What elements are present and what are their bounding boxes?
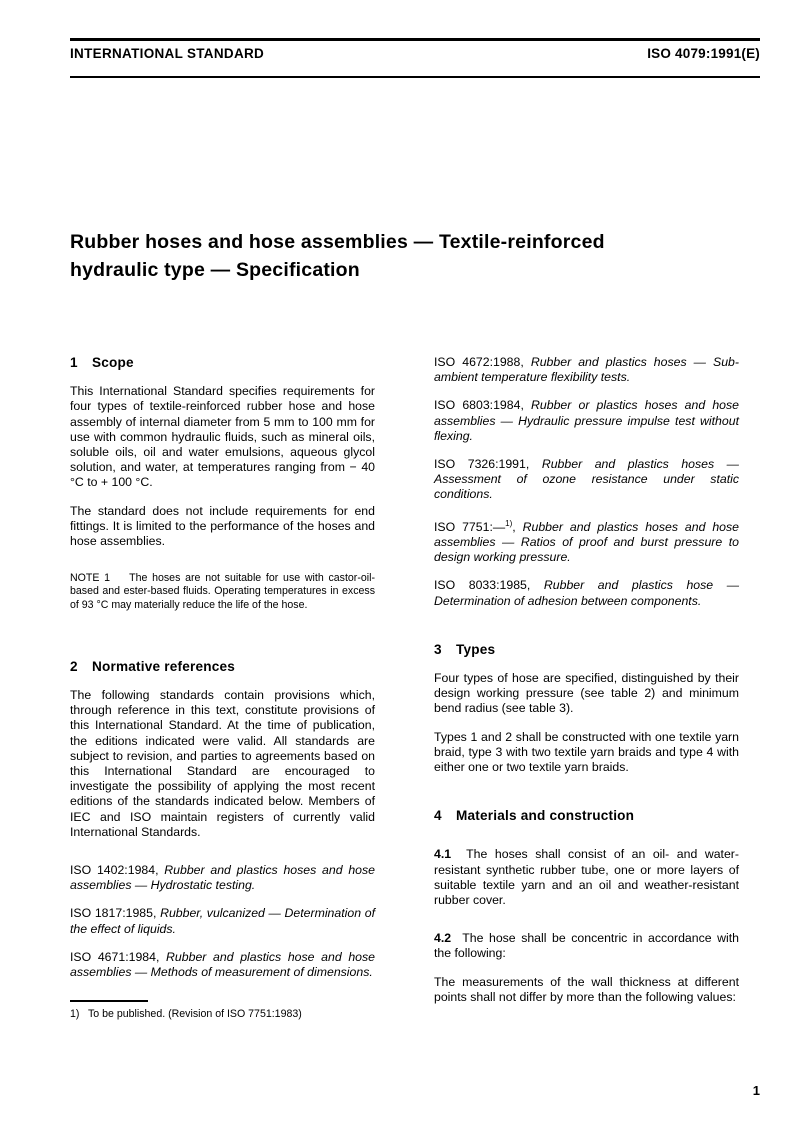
reference-title: Rubber, vulcanized — Determination of the effect of liquids. xyxy=(70,906,375,936)
left-column xyxy=(70,355,375,993)
reference-title: Rubber and plastics hose — Determination of adhesion between components. xyxy=(434,578,739,608)
spacer xyxy=(434,837,739,847)
reference-id: ISO 7326:1991, xyxy=(434,457,530,472)
reference-id: ISO 6803:1984, xyxy=(434,398,524,413)
note-text: The hoses are not suitable for use with castor-oil-based and ester-based fluids. Operating temperatures in excess of 93 °C may materially reduce the life of the hose. xyxy=(70,572,375,611)
section-heading-normative-references xyxy=(70,659,375,674)
note-label: NOTE 1 xyxy=(70,572,111,585)
section-number-1: 1 xyxy=(70,355,78,370)
reference-id: ISO 7751:— xyxy=(434,519,506,534)
reference-entry xyxy=(70,950,375,980)
reference-entry xyxy=(434,457,739,503)
section-heading-types xyxy=(434,642,739,657)
section-number-4: 4 xyxy=(434,808,442,824)
footnote-separator xyxy=(70,1000,148,1002)
spacer xyxy=(434,622,739,642)
normative-paragraph-1: The following standards contain provisions which, through reference in this text, constitute provisions of this International Standard. At the time of publication, the editions indicated were valid. All standards are subject to revision, and parties to agreements based on this International Standard are encouraged to investigate the possibility of applying the most recent editions of the standards indicated below. Members of IEC and ISO maintain registers of currently valid International Standards. xyxy=(70,688,375,839)
reference-entry xyxy=(434,398,739,444)
spacer xyxy=(70,853,375,863)
clause-4-1 xyxy=(434,847,739,908)
section-title-scope: Scope xyxy=(92,355,134,370)
clause-4-2 xyxy=(434,931,739,961)
reference-id: ISO 1817:1985, xyxy=(70,906,157,921)
spacer xyxy=(70,625,375,659)
materials-paragraph-3: The measurements of the wall thickness at different points shall not differ by more than the following values: xyxy=(434,974,739,1004)
section-title-materials-and-construction: Materials and construction xyxy=(456,808,635,824)
spacer xyxy=(434,788,739,808)
reference-title: Rubber and plastics hoses and hose assemblies — Ratios of proof and burst pressure to design working pressure. xyxy=(434,519,739,565)
reference-entry xyxy=(70,906,375,936)
footnote-marker: 1) xyxy=(505,518,513,528)
section-heading-materials-and-construction xyxy=(434,808,739,823)
scope-note-1 xyxy=(70,572,375,612)
reference-entry xyxy=(434,578,739,608)
page-number: 1 xyxy=(752,1083,760,1098)
reference-title: Rubber and plastics hoses — Sub-ambient temperature flexibility tests. xyxy=(434,355,739,385)
section-heading-scope xyxy=(70,355,375,370)
page-title-line-2: hydraulic type — Specification xyxy=(70,259,360,281)
section-number-2: 2 xyxy=(70,658,78,674)
header-rule-bottom xyxy=(70,76,760,78)
reference-entry xyxy=(70,863,375,893)
types-paragraph-1: Four types of hose are specified, distinguished by their design working pressure (see table 2) and minimum bend radius (see table 3). xyxy=(434,670,739,716)
clause-number-4-2: 4.2 xyxy=(434,931,452,946)
reference-id: ISO 8033:1985, xyxy=(434,578,531,593)
reference-id: ISO 4672:1988, xyxy=(434,355,524,369)
reference-title: Rubber and plastics hose and hose assemblies — Methods of measurement of dimensions. xyxy=(70,949,375,980)
footnote-text: To be published. (Revision of ISO 7751:1983) xyxy=(88,1008,302,1020)
clause-number-4-1: 4.1 xyxy=(434,847,452,862)
clause-4-1-text: The hoses shall consist of an oil- and water-resistant synthetic rubber tube, one or more layers of suitable textile yarn and an oil and weather-resistant rubber cover. xyxy=(434,847,739,907)
header-international-standard-label: INTERNATIONAL STANDARD xyxy=(70,46,265,61)
clause-4-2-text: The hose shall be concentric in accordance with the following: xyxy=(434,931,740,961)
reference-title: Rubber and plastics hoses — Assessment of ozone resistance under static conditions. xyxy=(434,457,739,502)
section-number-3: 3 xyxy=(434,641,442,657)
header-rule-top xyxy=(70,38,760,41)
scope-paragraph-1: This International Standard specifies requirements for four types of textile-reinforced rubber hose and hose assembly of internal diameter from 5 mm to 100 mm for use with common hydraulic fluids, such as mineral oils, soluble oils, oil and water emulsions, aqueous glycol solution, and water, at temperatures ranging from − 40 °C to + 100 °C. xyxy=(70,384,375,490)
reference-id: ISO 1402:1984, xyxy=(70,863,159,878)
scope-paragraph-2: The standard does not include requirements for end fittings. It is limited to the performance of the hoses and hose assemblies. xyxy=(70,503,375,549)
reference-id: ISO 4671:1984, xyxy=(70,949,160,964)
right-column xyxy=(434,355,739,1005)
section-title-normative-references: Normative references xyxy=(92,658,236,674)
footnote-number: 1) xyxy=(70,1008,80,1020)
reference-title: Rubber or plastics hoses and hose assemblies — Hydraulic pressure impulse test without flexing. xyxy=(434,398,739,443)
header-standard-number: ISO 4079:1991(E) xyxy=(647,46,760,61)
page-title xyxy=(70,228,670,284)
page-title-line-1: Rubber hoses and hose assemblies — Textile-reinforced xyxy=(70,231,605,253)
spacer xyxy=(434,921,739,931)
section-title-types: Types xyxy=(456,641,496,657)
spacer xyxy=(70,562,375,572)
reference-title: Rubber and plastics hoses and hose assemblies — Hydrostatic testing. xyxy=(70,863,375,893)
footnote xyxy=(70,1008,375,1021)
reference-entry xyxy=(434,355,739,385)
reference-entry: ISO 7751:—$^{1)}$, Rubber and plastics hoses and hose assemblies — Ratios of proof and burst pressure to design working pressure. xyxy=(434,518,739,565)
types-paragraph-2: Types 1 and 2 shall be constructed with one textile yarn braid, type 3 with two textile yarn braids and type 4 with either one or two textile yarn braids. xyxy=(434,729,739,774)
